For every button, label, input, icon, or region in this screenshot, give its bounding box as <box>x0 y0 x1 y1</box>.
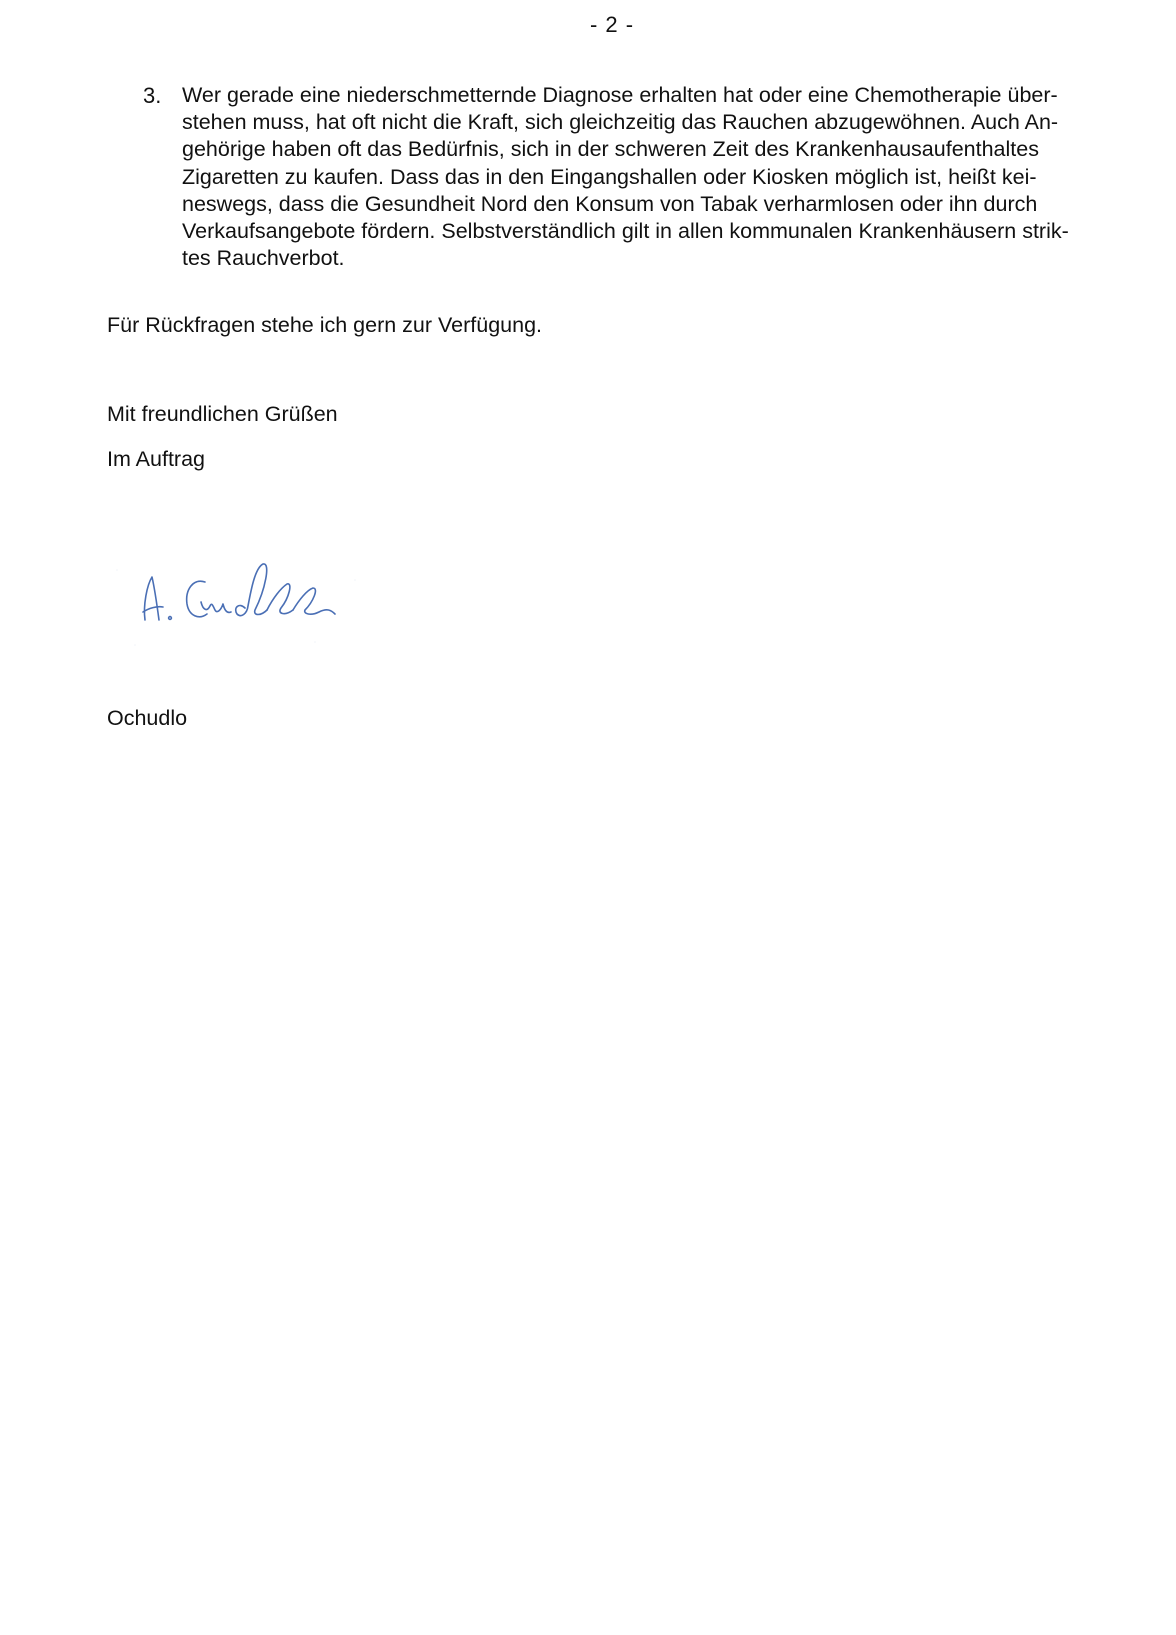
list-item-line: neswegs, dass die Gesundheit Nord den Konsum von Tabak verharmlosen oder ihn durch <box>182 191 1038 216</box>
on-behalf-line: Im Auftrag <box>107 447 205 471</box>
signatory-name: Ochudlo <box>107 706 188 730</box>
list-item-number: 3. <box>143 83 162 108</box>
salutation: Mit freundlichen Grüßen <box>107 402 338 426</box>
closing-sentence: Für Rückfragen stehe ich gern zur Verfügung. <box>107 313 543 337</box>
page-number: - 2 - <box>589 12 635 37</box>
list-item-line: Verkaufsangebote fördern. Selbstverständlich gilt in allen kommunalen Krankenhäusern strik- <box>182 219 1069 244</box>
signature-image <box>105 550 385 660</box>
list-item-line: Wer gerade eine niederschmetternde Diagnose erhalten hat oder eine Chemotherapie über- <box>182 83 1058 107</box>
list-item-line: gehörige haben oft das Bedürfnis, sich in der schweren Zeit des Krankenhausaufenthaltes <box>182 137 1039 162</box>
list-item-text <box>182 82 1069 272</box>
list-item-line: tes Rauchverbot. <box>182 246 345 271</box>
list-item-line: stehen muss, hat oft nicht die Kraft, sich gleichzeitig das Rauchen abzugewöhnen. Auch An- <box>182 110 1059 135</box>
list-item-line: Zigaretten zu kaufen. Dass das in den Eingangshallen oder Kiosken möglich ist, heißt kei- <box>182 164 1037 189</box>
